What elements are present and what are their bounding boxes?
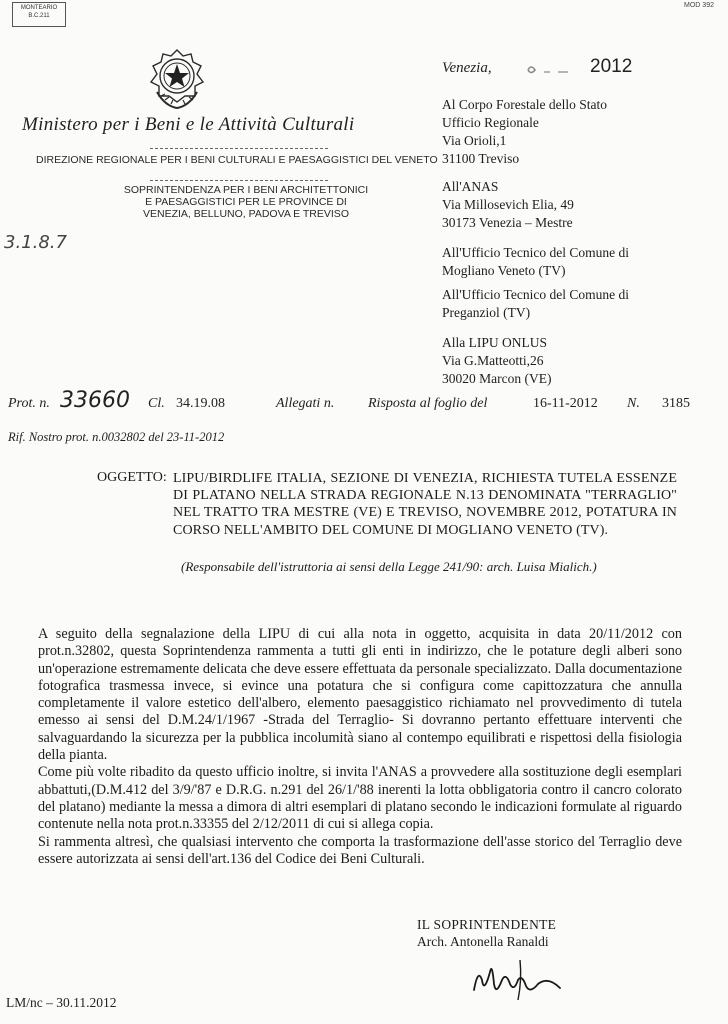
recipient-line: Preganziol (TV) [442,305,531,320]
body-paragraph-3: Si rammenta altresì, che qualsiasi intervento che comporta la trasformazione dell'asse storico del Terraglio deve essere autorizzata ai sensi dell'art.136 del Codice dei Beni Culturali. [38,833,682,867]
soprintendenza-line-1: SOPRINTENDENZA PER I BENI ARCHITETTONICI [123,184,369,196]
italian-republic-emblem-icon [145,44,209,114]
stamp-line-1: MONTEARIO [20,5,58,11]
date-year: 2012 [590,56,633,77]
classification-value: 34.19.08 [176,396,225,411]
recipient-line: Ufficio Regionale [442,115,539,130]
ministry-name: Ministero per i Beni e le Attività Culturali [22,114,355,135]
direzione-regionale: DIREZIONE REGIONALE PER I BENI CULTURALI E PAESAGGISTICI DEL VENETO [36,154,438,166]
allegati-label: Allegati n. [276,396,335,411]
risposta-label: Risposta al foglio del [368,396,488,411]
prot-label: Prot. n. [8,396,50,411]
recipient-line: Via Orioli,1 [442,133,507,148]
recipient-line: Al Corpo Forestale dello Stato [442,97,607,112]
n-value: 3185 [662,396,690,411]
letter-body [38,626,682,868]
recipient-block-4 [442,286,629,322]
risposta-date: 16-11-2012 [533,396,598,411]
date-stamp-smudge-icon [514,58,574,78]
soprintendenza-line-3: VENEZIA, BELLUNO, PADOVA E TREVISO [143,208,349,220]
signatory-title: IL SOPRINTENDENTE [417,917,557,932]
soprintendenza-line-2: E PAESAGGISTICI PER LE PROVINCE DI [145,196,347,208]
recipient-block-3 [442,244,629,280]
recipient-line: All'ANAS [442,179,499,194]
recipient-line: All'Ufficio Tecnico del Comune di [442,287,629,302]
body-paragraph-2: Come più volte ribadito da questo ufficio inoltre, si invita l'ANAS a provvedere alla sostituzione degli esemplari abbattuti,(D.M.412 del 3/9/'87 e D.R.G. n.291 del 26/1/'88 inerenti la lotta obbligatoria contro il cancro colorato del platano) mediante la messa a dimora di altri esemplari di platano secondo le indicazioni formulate al riguardo contenute nella nota prot.n.33355 del 2/12/2011 di cui si allega copia. [38,764,682,833]
header-divider-1 [150,148,328,149]
recipient-line: 31100 Treviso [442,151,520,166]
recipient-line: Via Millosevich Elia, 49 [442,197,574,212]
recipient-line: Mogliano Veneto (TV) [442,263,566,278]
recipient-line: Alla LIPU ONLUS [442,335,547,350]
subject-text: LIPU/BIRDLIFE ITALIA, SEZIONE DI VENEZIA, RICHIESTA TUTELA ESSENZE DI PLATANO NELLA STRADA REGIONALE N.13 DENOMINATA "TERRAGLIO" NEL TRATTO TRA MESTRE (VE) E TREVISO, NOVEMBRE 2012, POTATURA IN CORSO NELL'AMBITO DEL COMUNE DI MOGLIANO VENETO (TV). [173,471,677,538]
recipient-line: Via G.Matteotti,26 [442,353,544,368]
header-divider-2 [150,180,328,181]
archive-stamp [12,2,66,27]
place-city: Venezia, [442,60,492,76]
subject-label: OGGETTO: [97,470,167,485]
body-paragraph-1: A seguito della segnalazione della LIPU di cui alla nota in oggetto, acquisita in data 20/11/2012 con prot.n.32802, questa Soprintendenza rammenta a tutti gli enti in indirizzo, che le potature degli alberi sono un'operazione estremamente delicata che deve essere effettuata da personale specializzato. Dalla documentazione fotografica trasmessa invece, si evince una potatura che si configura come capittozzatura che annulla completamente il valore estetico dell'albero, elemento paesaggistico richiamato nel provvedimento di tutela emesso ai sensi del D.M.24/1/1967 -Strada del Terraglio- Si dovranno pertanto effettuare interventi che salvaguardando la sicurezza per la pubblica incolumità siano al contempo equilibrati e rispettosi della fisiologia della pianta. [38,626,682,764]
reference-protocol: Rif. Nostro prot. n.0032802 del 23-11-2012 [8,430,225,444]
recipient-line: 30173 Venezia – Mestre [442,215,573,230]
handwritten-signature-icon [460,950,580,1006]
recipient-block-2 [442,178,574,232]
form-code: MOD 392 [684,2,714,9]
classification-label: Cl. [148,396,165,411]
recipient-block-1 [442,96,607,168]
responsible-note: (Responsabile dell'istruttoria ai sensi della Legge 241/90: arch. Luisa Mialich.) [181,559,597,574]
recipient-line: All'Ufficio Tecnico del Comune di [442,245,629,260]
stamp-line-2: B.C.211 [28,13,50,19]
signatory-name: Arch. Antonella Ranaldi [417,934,549,949]
recipient-block-5 [442,334,551,388]
handwritten-margin-note: 3.1.8.7 [4,232,67,253]
recipient-line: 30020 Marcon (VE) [442,371,552,386]
footer-reference: LM/nc – 30.11.2012 [6,995,117,1010]
n-label: N. [627,396,640,411]
prot-number: 33660 [60,388,130,413]
soprintendenza-block [96,184,396,220]
